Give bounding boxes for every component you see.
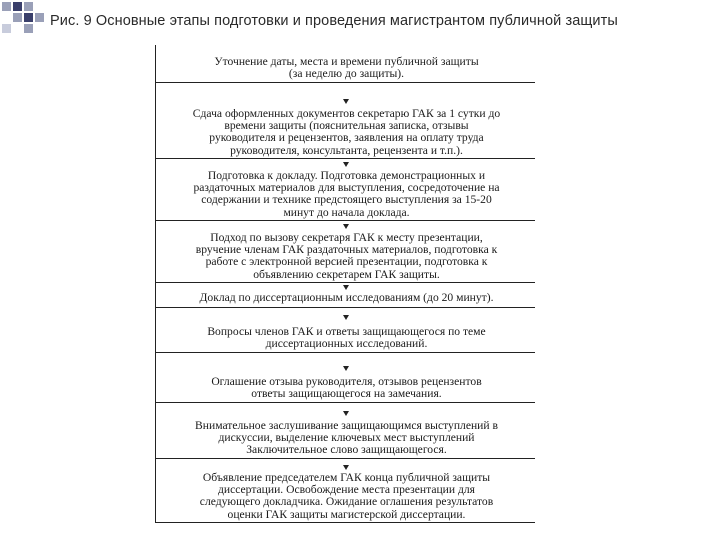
step-9-line-3: следующего докладчика. Ожидание оглашения результатов bbox=[199, 495, 494, 509]
step-2 bbox=[155, 107, 535, 159]
step-2-line-2: времени защиты (пояснительная записка, отзывы bbox=[224, 119, 469, 133]
step-3 bbox=[155, 169, 535, 221]
step-3-line-1: Подготовка к докладу. Подготовка демонстрационных и bbox=[207, 169, 486, 182]
step-8 bbox=[155, 419, 535, 459]
step-8-line-1: Внимательное заслушивание защищающимся выступлений в bbox=[195, 419, 498, 432]
step-6-line-1: Вопросы членов ГАК и ответы защищающегося по теме bbox=[207, 325, 486, 338]
step-7-line-2: ответы защищающегося на замечания. bbox=[251, 387, 442, 401]
step-2-line-3: руководителя и рецензентов, заявления на оплату труда bbox=[209, 131, 484, 145]
step-9-line-2: диссертации. Освобождение места презентации для bbox=[218, 483, 475, 497]
step-1-line-1: Уточнение даты, места и времени публичной защиты bbox=[214, 55, 479, 68]
step-4-line-1: Подход по вызову секретаря ГАК к месту презентации, bbox=[210, 231, 483, 244]
step-5 bbox=[155, 291, 535, 308]
arrow-7 bbox=[343, 411, 349, 416]
arrow-6 bbox=[343, 366, 349, 371]
step-3-line-3: содержании и технике предстоящего выступления за 15-20 bbox=[201, 193, 492, 207]
step-3-line-2: раздаточных материалов для выступления, сосредоточение на bbox=[193, 181, 500, 195]
step-8-line-3: Заключительное слово защищающегося. bbox=[246, 443, 447, 457]
step-2-line-1: Сдача оформленных документов секретарю ГАК за 1 сутки до bbox=[192, 107, 501, 120]
step-6 bbox=[155, 325, 535, 353]
slide-title: Рис. 9 Основные этапы подготовки и проведения магистрантом публичной защиты bbox=[50, 13, 618, 29]
step-4-line-3: работе с электронной версией презентации, подготовка к bbox=[205, 255, 488, 269]
step-7-line-1: Оглашение отзыва руководителя, отзывов рецензентов bbox=[211, 375, 482, 388]
step-6-line-2: диссертационных исследований. bbox=[265, 337, 428, 351]
step-4 bbox=[155, 231, 535, 283]
arrow-1 bbox=[343, 99, 349, 104]
arrow-5 bbox=[343, 315, 349, 320]
step-4-line-2: вручение членам ГАК раздаточных материалов, подготовка к bbox=[195, 243, 498, 257]
step-9 bbox=[155, 471, 535, 523]
step-2-line-4: руководителя, консультанта, рецензента и т.п.). bbox=[230, 143, 463, 157]
step-3-line-4: минут до начала доклада. bbox=[283, 205, 410, 219]
arrow-2 bbox=[343, 162, 349, 167]
step-9-line-1: Объявление председателем ГАК конца публичной защиты bbox=[202, 471, 491, 484]
step-9-line-4: оценки ГАК защиты магистерской диссертации. bbox=[227, 507, 466, 521]
step-1 bbox=[155, 55, 535, 83]
step-5-line-1: Доклад по диссертационным исследованиям (до 20 минут). bbox=[199, 291, 494, 304]
arrow-3 bbox=[343, 224, 349, 229]
step-4-line-4: объявлению секретарем ГАК защиты. bbox=[253, 267, 440, 281]
step-7 bbox=[155, 375, 535, 403]
arrow-8 bbox=[343, 465, 349, 470]
arrow-4 bbox=[343, 285, 349, 290]
flowchart bbox=[155, 45, 540, 525]
decorative-squares bbox=[0, 0, 48, 40]
step-8-line-2: дискуссии, выделение ключевых мест выступлений bbox=[218, 431, 475, 445]
step-1-line-2: (за неделю до защиты). bbox=[288, 67, 405, 81]
